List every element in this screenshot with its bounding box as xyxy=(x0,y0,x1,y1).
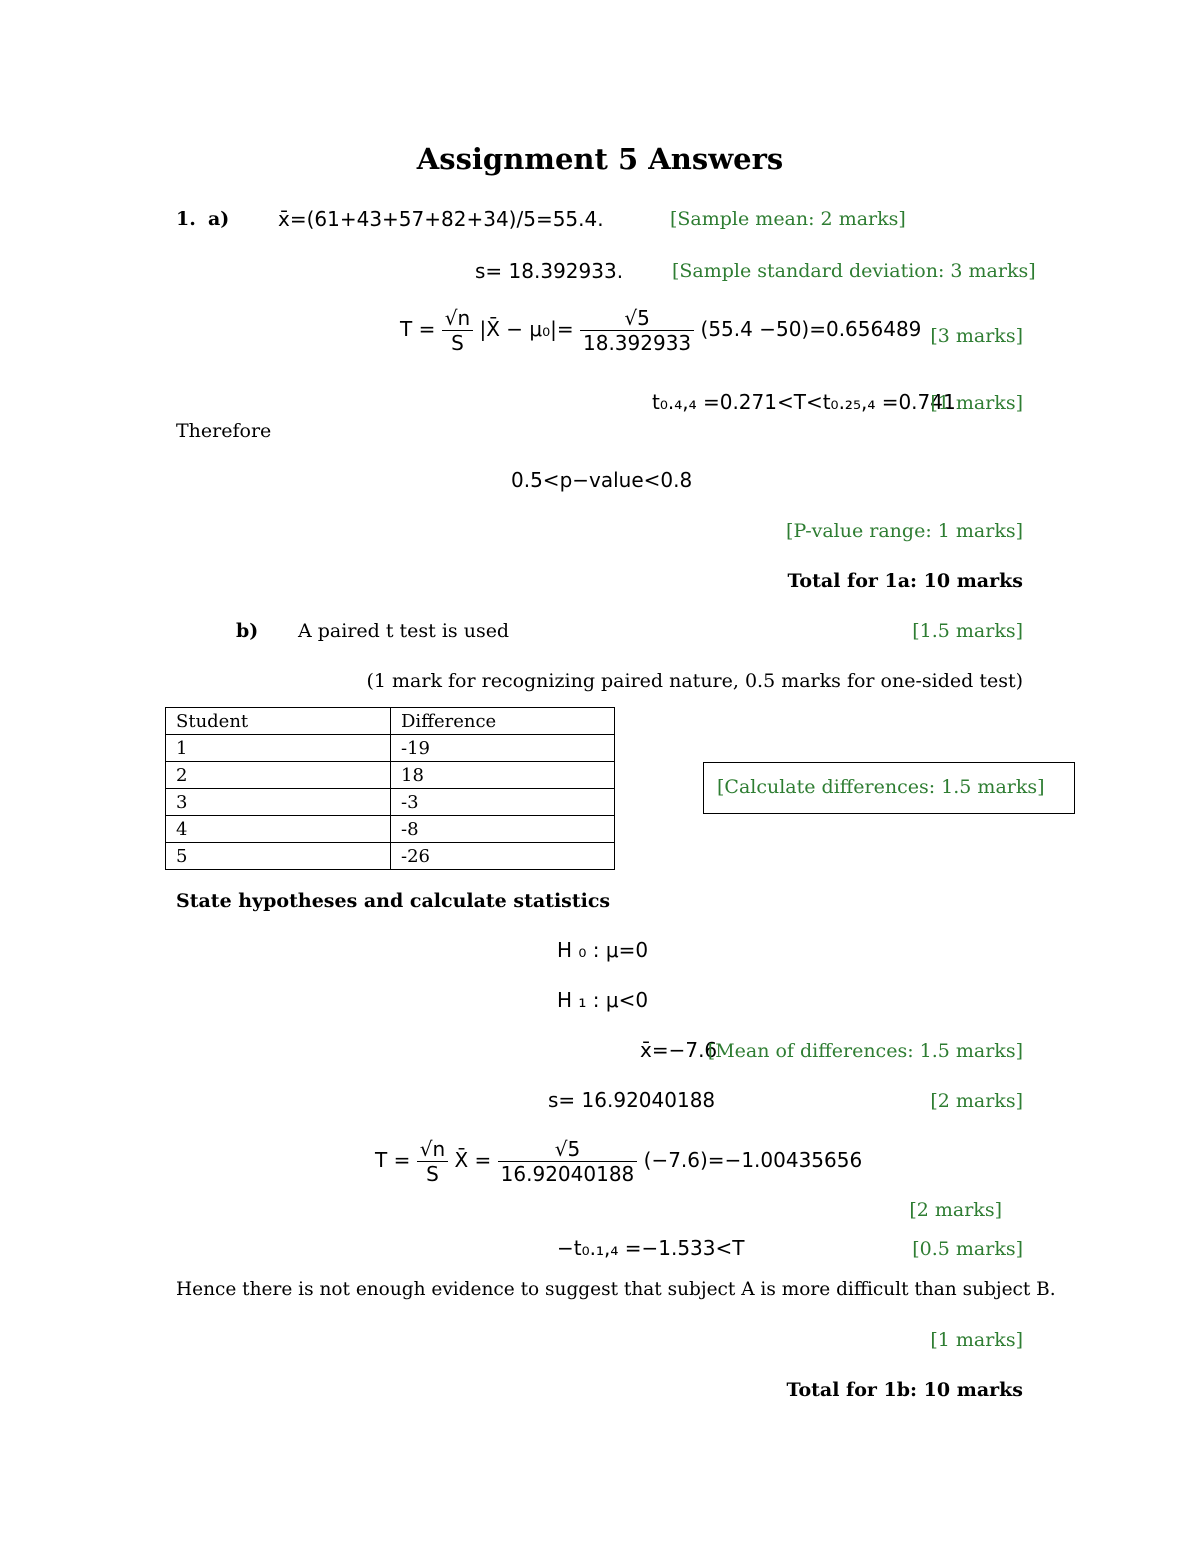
table-cell: 5 xyxy=(166,843,391,870)
table-cell: 2 xyxy=(166,762,391,789)
table-cell: -8 xyxy=(391,816,615,843)
table-row xyxy=(166,789,615,816)
table-header-student: Student xyxy=(166,708,391,735)
mean-differences-equation: x̄=−7.6 xyxy=(640,1038,718,1062)
conclusion-text: Hence there is not enough evidence to suggest that subject A is more difficult than subject B. xyxy=(176,1279,1056,1300)
hypotheses-heading: State hypotheses and calculate statistics xyxy=(176,890,611,912)
table-cell: -26 xyxy=(391,843,615,870)
part-a-label: a) xyxy=(208,208,230,230)
page-title: Assignment 5 Answers xyxy=(416,142,784,176)
sample-mean-mark: [Sample mean: 2 marks] xyxy=(670,208,906,230)
table-row xyxy=(166,843,615,870)
pvalue-range-mark: [P-value range: 1 marks] xyxy=(786,520,1023,542)
mean-differences-mark: [Mean of differences: 1.5 marks] xyxy=(707,1040,1023,1062)
question-number: 1. xyxy=(176,208,196,230)
table-cell: -3 xyxy=(391,789,615,816)
alternative-hypothesis: H ₁ : μ<0 xyxy=(557,988,649,1012)
table-row xyxy=(166,735,615,762)
t-statistic-mark-b: [2 marks] xyxy=(909,1199,1002,1221)
differences-mark-box xyxy=(703,762,1075,814)
critical-value-equation-a: t₀.₄,₄ =0.271<T<t₀.₂₅,₄ =0.741 xyxy=(652,390,956,414)
table-header-difference: Difference xyxy=(391,708,615,735)
null-hypothesis: H ₀ : μ=0 xyxy=(557,938,649,962)
paired-test-text: A paired t test is used xyxy=(298,620,510,642)
conclusion-mark: [1 marks] xyxy=(930,1329,1023,1351)
sd-differences-equation: s= 16.92040188 xyxy=(548,1088,716,1112)
differences-mark: [Calculate differences: 1.5 marks] xyxy=(717,776,1045,798)
table-cell: 1 xyxy=(166,735,391,762)
table-row xyxy=(166,762,615,789)
table-cell: -19 xyxy=(391,735,615,762)
sample-sd-equation: s= 18.392933. xyxy=(475,259,624,283)
critical-value-mark-a: [1 marks] xyxy=(930,392,1023,414)
critical-value-mark-b: [0.5 marks] xyxy=(912,1238,1023,1260)
table-header-row xyxy=(166,708,615,735)
paired-test-mark: [1.5 marks] xyxy=(912,620,1023,642)
critical-value-equation-b: −t₀.₁,₄ =−1.533<T xyxy=(557,1236,745,1260)
differences-table xyxy=(165,707,615,870)
sample-mean-equation: x̄=(61+43+57+82+34)/5=55.4. xyxy=(278,207,604,231)
table-cell: 4 xyxy=(166,816,391,843)
table-cell: 3 xyxy=(166,789,391,816)
therefore-text: Therefore xyxy=(176,420,272,442)
table-cell: 18 xyxy=(391,762,615,789)
total-1b: Total for 1b: 10 marks xyxy=(786,1379,1023,1401)
sample-sd-mark: [Sample standard deviation: 3 marks] xyxy=(672,260,1036,282)
t-statistic-equation-b: T = $\frac{√n}{S}$ X̄ = $\frac{√5}{16.92040188}$ (−7.6)=−1.00435656 xyxy=(375,1137,863,1186)
total-1a: Total for 1a: 10 marks xyxy=(787,570,1023,592)
t-statistic-equation-a: T = $\frac{√n}{S}$ |X̄ − μ₀|= $\frac{√5}{18.392933}$ (55.4 −50)=0.656489 xyxy=(400,306,922,355)
paired-test-note: (1 mark for recognizing paired nature, 0.5 marks for one-sided test) xyxy=(366,670,1023,692)
sd-differences-mark: [2 marks] xyxy=(930,1090,1023,1112)
table-row xyxy=(166,816,615,843)
part-b-label: b) xyxy=(236,620,259,642)
t-statistic-mark-a: [3 marks] xyxy=(930,325,1023,347)
pvalue-range-equation: 0.5<p−value<0.8 xyxy=(511,468,693,492)
